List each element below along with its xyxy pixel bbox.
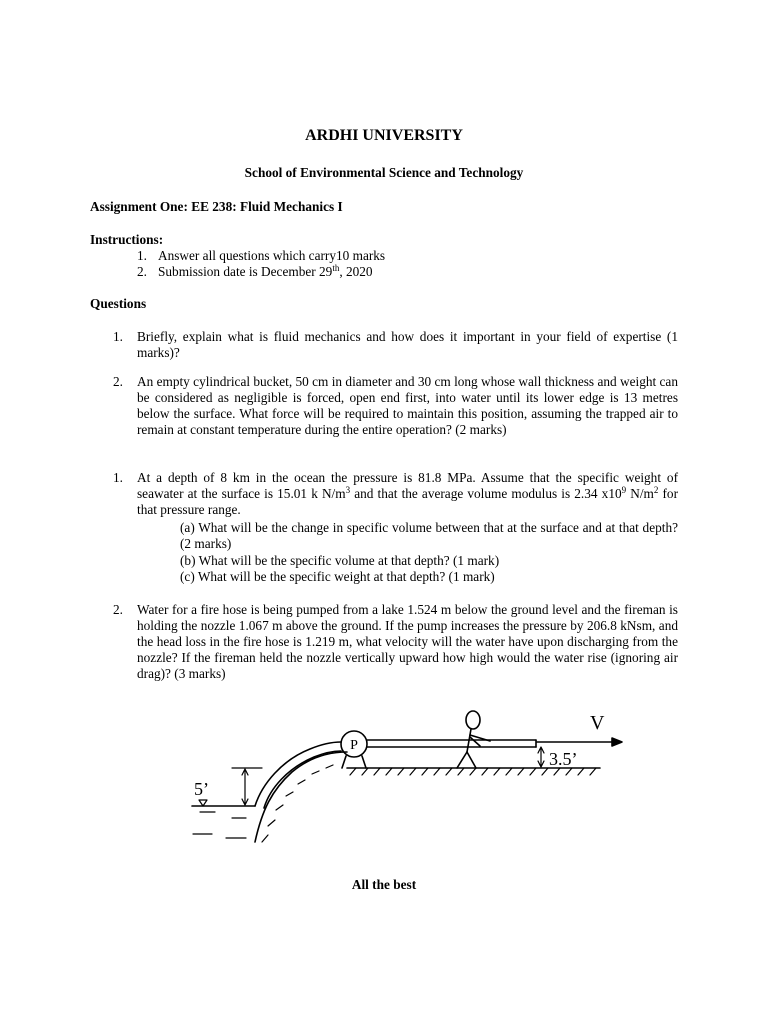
lake-depth-label: 5’ bbox=[194, 779, 209, 799]
assignment-title: Assignment One: EE 238: Fluid Mechanics I bbox=[90, 199, 343, 214]
question-number: 1. bbox=[113, 329, 123, 344]
question-part-b: (b) What will be the specific volume at that depth? (1 mark) bbox=[180, 553, 500, 568]
lake-water bbox=[192, 800, 255, 838]
nozzle-height-dimension bbox=[538, 747, 544, 767]
velocity-label: V bbox=[590, 712, 605, 734]
question-part-c: (c) What will be the specific weight at that depth? (1 mark) bbox=[180, 569, 495, 584]
question-number: 2. bbox=[113, 374, 123, 389]
pump-label: P bbox=[350, 738, 358, 753]
question-text: At a depth of 8 km in the ocean the pressure is 81.8 MPa. Assume that the specific weight of seawater at the surface is 15.01 k $N/m^3$ and that the average volume modulus is 2.34 $x10^9$ $N/m^2$ for that pressure range. bbox=[137, 470, 679, 517]
instructions-heading: Instructions: bbox=[90, 232, 164, 247]
velocity-arrow bbox=[537, 738, 622, 746]
ground-surface bbox=[347, 768, 600, 775]
questions-heading: Questions bbox=[90, 296, 147, 311]
instruction-item: Submission date is December 29th, 2020 bbox=[158, 263, 373, 279]
nozzle-height-label: 3.5’ bbox=[549, 749, 578, 769]
question-text: Water for a fire hose is being pumped from a lake 1.524 m below the ground level and the fireman is holding the nozzle 1.067 m above the ground. If the pump increases the pressure by 206.8 kNsm, and the head loss in the fire hose is 1.219 m, what velocity will the water have upon discharging from the nozzle? If the fireman held the nozzle vertically upward how high would the water rise (ignoring air drag)? (3 marks) bbox=[137, 602, 678, 681]
instruction-item-number: 1. bbox=[137, 248, 147, 263]
suction-hose bbox=[255, 742, 341, 808]
closing-message: All the best bbox=[351, 877, 417, 892]
question-text: Briefly, explain what is fluid mechanics and how does it important in your field of expertise (1 marks)? bbox=[137, 329, 678, 360]
instruction-item-number: 2. bbox=[137, 264, 147, 279]
school-name: School of Environmental Science and Technology bbox=[244, 165, 524, 180]
discharge-hose bbox=[367, 740, 536, 747]
instruction-item: Answer all questions which carry10 marks bbox=[158, 248, 386, 263]
university-title: ARDHI UNIVERSITY bbox=[305, 127, 463, 144]
question-number: 1. bbox=[113, 470, 123, 485]
question-number: 2. bbox=[113, 602, 123, 617]
question-part-a: (a) What will be the change in specific volume between that at the surface and at that depth? (2 marks) bbox=[180, 520, 678, 551]
question-text: An empty cylindrical bucket, 50 cm in diameter and 30 cm long whose wall thickness and weight can be considered as negligible is forced, open end first, into water until its lower edge is 13 metres below the surface. What force will be required to maintain this position, assuming the trapped air to remain at constant temperature during the entire operation? (2 marks) bbox=[137, 374, 678, 437]
